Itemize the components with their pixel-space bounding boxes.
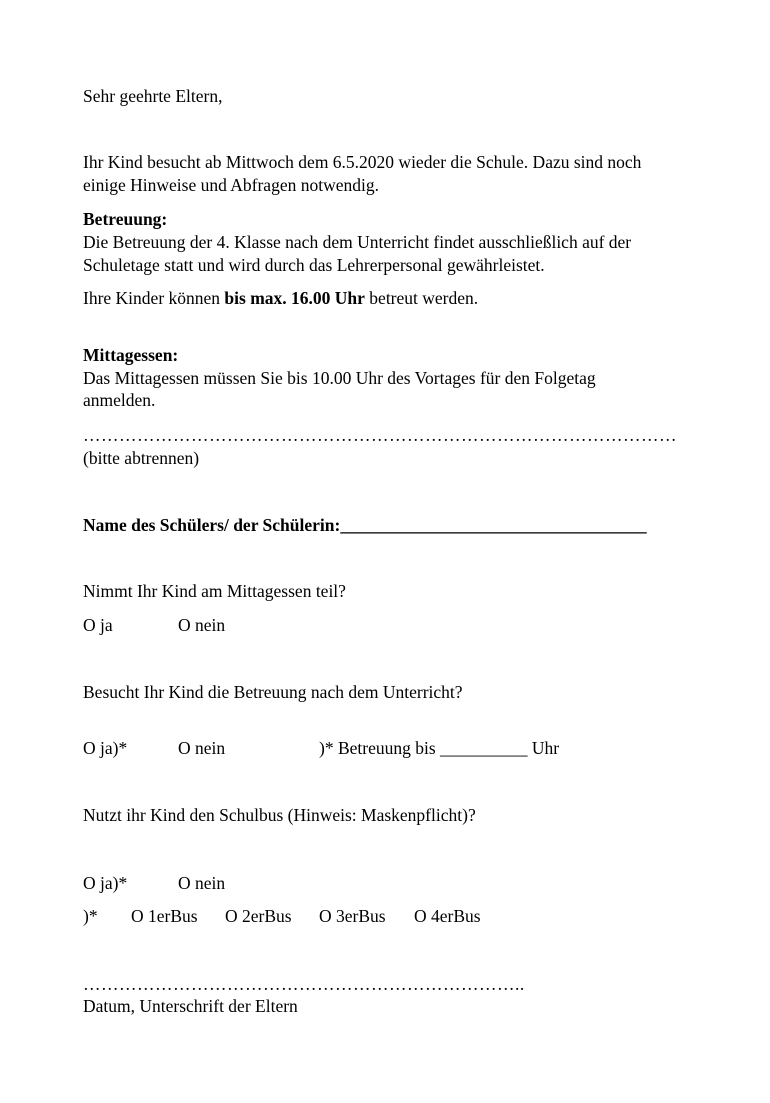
bus-option-2[interactable]: O 2erBus <box>225 906 292 926</box>
care-yes-option[interactable]: O ja)* <box>83 738 128 758</box>
lunch-question: Nimmt Ihr Kind am Mittagessen teil? <box>83 581 346 601</box>
betreuung-time-line <box>83 287 478 309</box>
betreuung-heading: Betreuung: <box>83 209 168 229</box>
mittagessen-line-1: Das Mittagessen müssen Sie bis 10.00 Uhr des Vortages für den Folgetag <box>83 368 596 388</box>
betreuung-time-bold: bis max. 16.00 Uhr <box>224 288 365 308</box>
betreuung-line-2: Schuletage statt und wird durch das Lehrerpersonal gewährleistet. <box>83 255 545 275</box>
cut-line: ……………………………………………………………………………………… <box>83 425 677 445</box>
bus-option-3[interactable]: O 3erBus <box>319 906 386 926</box>
bus-no-option[interactable]: O nein <box>178 873 226 893</box>
cut-note: (bitte abtrennen) <box>83 448 200 468</box>
care-no-option[interactable]: O nein <box>178 738 226 758</box>
signature-line[interactable]: ……………………………………………………………….. <box>83 974 525 994</box>
bus-option-4[interactable]: O 4erBus <box>414 906 481 926</box>
bus-footnote-marker: )* <box>83 906 98 926</box>
lunch-no-option[interactable]: O nein <box>178 615 226 635</box>
signature-label: Datum, Unterschrift der Eltern <box>83 996 298 1016</box>
betreuung-line-1: Die Betreuung der 4. Klasse nach dem Unterricht findet ausschließlich auf der <box>83 232 632 252</box>
intro-line-2: einige Hinweise und Abfragen notwendig. <box>83 175 379 195</box>
care-until-field[interactable]: )* Betreuung bis __________ Uhr <box>319 738 560 758</box>
bus-question: Nutzt ihr Kind den Schulbus (Hinweis: Maskenpflicht)? <box>83 805 476 825</box>
greeting: Sehr geehrte Eltern, <box>83 86 223 106</box>
betreuung-time-prefix: Ihre Kinder können <box>83 288 225 308</box>
mittagessen-heading: Mittagessen: <box>83 345 179 365</box>
student-name-field[interactable]: Name des Schülers/ der Schülerin:___________________________________ <box>83 515 647 535</box>
care-question: Besucht Ihr Kind die Betreuung nach dem Unterricht? <box>83 682 463 702</box>
bus-option-1[interactable]: O 1erBus <box>131 906 198 926</box>
bus-yes-option[interactable]: O ja)* <box>83 873 128 893</box>
betreuung-time-suffix: betreut werden. <box>364 288 479 308</box>
intro-line-1: Ihr Kind besucht ab Mittwoch dem 6.5.2020 wieder die Schule. Dazu sind noch <box>83 152 642 172</box>
lunch-yes-option[interactable]: O ja <box>83 615 113 635</box>
mittagessen-line-2: anmelden. <box>83 390 156 410</box>
